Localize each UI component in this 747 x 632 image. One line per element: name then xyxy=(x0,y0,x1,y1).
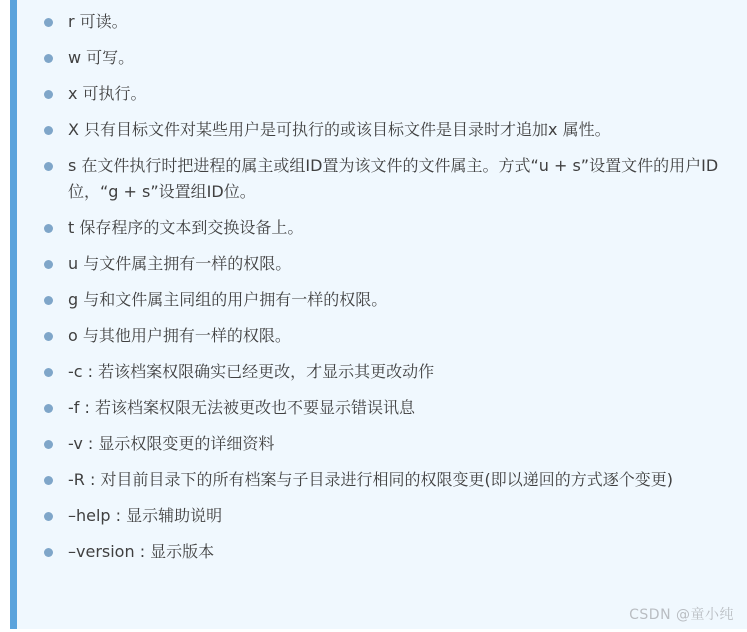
bullet-icon xyxy=(44,332,53,341)
list-item-text: -R : 对目前目录下的所有档案与子目录进行相同的权限变更(即以递回的方式逐个变更) xyxy=(68,470,673,489)
list-item xyxy=(68,215,725,241)
list-item xyxy=(68,287,725,313)
bullet-icon xyxy=(44,440,53,449)
csdn-watermark: CSDN @童小纯 xyxy=(629,607,734,623)
option-list xyxy=(17,0,747,565)
bullet-icon xyxy=(44,260,53,269)
list-item-text: –help : 显示辅助说明 xyxy=(68,506,223,525)
list-item xyxy=(68,45,725,71)
list-item-text: r 可读。 xyxy=(68,12,128,31)
bullet-icon xyxy=(44,512,53,521)
bullet-icon xyxy=(44,54,53,63)
list-item-text: s 在文件执行时把进程的属主或组ID置为该文件的文件属主。方式“u + s”设置文件的用户ID位，“g + s”设置组ID位。 xyxy=(68,156,719,201)
list-item-text: o 与其他用户拥有一样的权限。 xyxy=(68,326,291,345)
list-item-text: X 只有目标文件对某些用户是可执行的或该目标文件是目录时才追加x 属性。 xyxy=(68,120,611,139)
list-item xyxy=(68,251,725,277)
list-item xyxy=(68,323,725,349)
bullet-icon xyxy=(44,224,53,233)
list-item xyxy=(68,359,725,385)
bullet-icon xyxy=(44,476,53,485)
bullet-icon xyxy=(44,126,53,135)
list-item-text: -v : 显示权限变更的详细资料 xyxy=(68,434,275,453)
list-item-text: u 与文件属主拥有一样的权限。 xyxy=(68,254,292,273)
list-item xyxy=(68,81,725,107)
list-item xyxy=(68,9,725,35)
list-item-text: t 保存程序的文本到交换设备上。 xyxy=(68,218,304,237)
list-item xyxy=(68,467,725,493)
list-item-text: g 与和文件属主同组的用户拥有一样的权限。 xyxy=(68,290,388,309)
bullet-icon xyxy=(44,18,53,27)
bullet-icon xyxy=(44,296,53,305)
list-item xyxy=(68,431,725,457)
list-item-text: w 可写。 xyxy=(68,48,135,67)
list-item-text: -f : 若该档案权限无法被更改也不要显示错误讯息 xyxy=(68,398,415,417)
list-item xyxy=(68,395,725,421)
list-item xyxy=(68,153,725,205)
bullet-icon xyxy=(44,548,53,557)
bullet-icon xyxy=(44,404,53,413)
blockquote xyxy=(10,0,747,629)
list-item xyxy=(68,503,725,529)
list-item-text: –version : 显示版本 xyxy=(68,542,215,561)
list-item-text: x 可执行。 xyxy=(68,84,147,103)
list-item xyxy=(68,117,725,143)
bullet-icon xyxy=(44,368,53,377)
bullet-icon xyxy=(44,162,53,171)
bullet-icon xyxy=(44,90,53,99)
list-item xyxy=(68,539,725,565)
list-item-text: -c : 若该档案权限确实已经更改，才显示其更改动作 xyxy=(68,362,435,381)
